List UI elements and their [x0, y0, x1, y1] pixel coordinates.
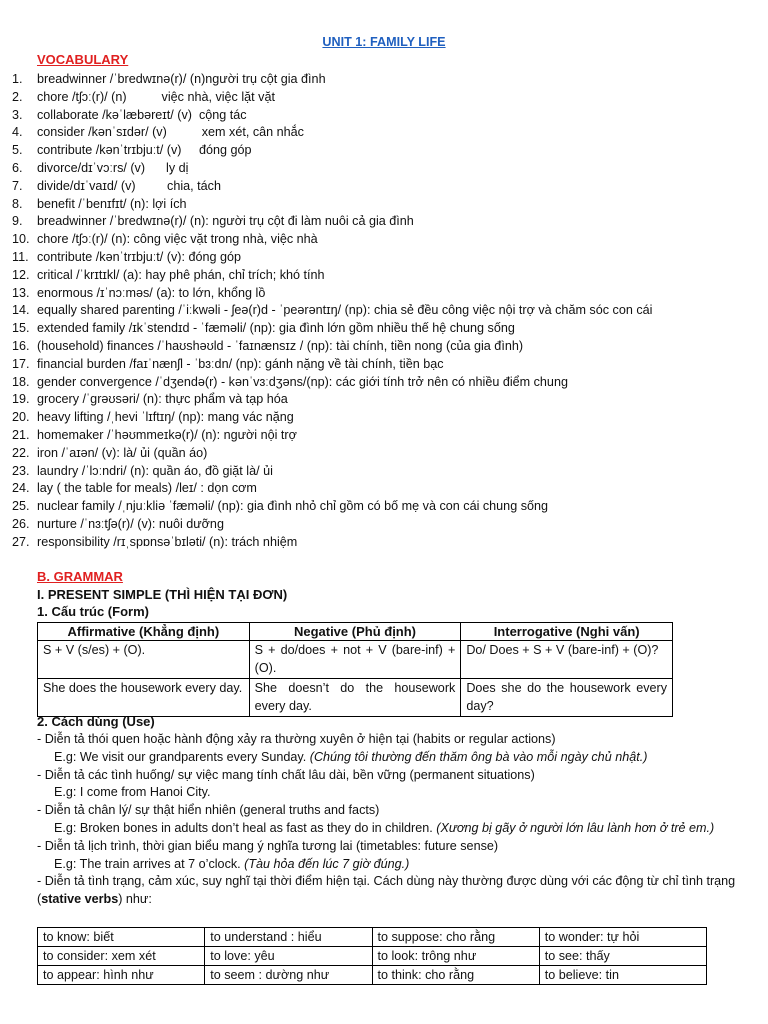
present-simple-heading: I. PRESENT SIMPLE (THÌ HIỆN TẠI ĐƠN) — [37, 587, 288, 602]
use-item: - Diễn tả lịch trình, thời gian biểu mang ý nghĩa tương lai (timetables: future sense) — [37, 838, 499, 853]
table-cell: to wonder: tự hỏi — [539, 928, 706, 947]
use-text: ) như: — [118, 892, 152, 907]
vocab-number: 14. — [12, 303, 30, 318]
use-heading: 2. Cách dùng (Use) — [37, 714, 155, 729]
vocab-item — [0, 409, 768, 427]
negative-header: Negative (Phủ định) — [249, 623, 461, 641]
table-cell: to see: thấy — [539, 947, 706, 966]
vocab-entry: divorce/dɪˈvɔːrs/ (v) ly dị — [37, 160, 189, 175]
vocab-entry: chore /tʃɔː(r)/ (n) việc nhà, việc lặt vặt — [37, 89, 275, 104]
form-table-header-row — [38, 623, 673, 641]
vocab-number: 16. — [12, 338, 30, 353]
table-cell: S + do/does + not + V (bare-inf) + (O). — [249, 641, 461, 679]
vocab-item — [0, 89, 768, 107]
vocab-entry: nuclear family /ˌnjuːkliə ˈfæməli/ (np): gia đình nhỏ chỉ gồm có bố mẹ và con cái chung sống — [37, 499, 548, 514]
vocab-entry: nurture /ˈnɜːtʃə(r)/ (v): nuôi dưỡng — [37, 516, 224, 531]
vocab-item — [0, 196, 768, 214]
vocab-number: 2. — [12, 89, 23, 104]
table-cell: to know: biết — [38, 928, 205, 947]
vocab-entry: breadwinner /ˈbredwɪnə(r)/ (n): người trụ cột đi làm nuôi cả gia đình — [37, 214, 414, 229]
vocab-number: 27. — [12, 534, 30, 549]
interrogative-header: Interrogative (Nghi vấn) — [461, 623, 673, 641]
use-item: - Diễn tả chân lý/ sự thật hiển nhiên (general truths and facts) — [37, 803, 380, 818]
vocab-number: 21. — [12, 427, 30, 442]
example — [37, 820, 765, 838]
use-item — [37, 873, 765, 909]
vocab-entry: breadwinner /ˈbredwɪnə(r)/ (n)người trụ cột gia đình — [37, 72, 326, 86]
vocab-entry: enormous /ɪˈnɔːməs/ (a): to lớn, khổng lồ — [37, 285, 266, 300]
vocab-item — [0, 480, 768, 498]
vocab-number: 6. — [12, 160, 23, 175]
vocab-item — [0, 320, 768, 338]
vocab-item — [0, 160, 768, 178]
vocab-number: 15. — [12, 321, 30, 336]
vocab-number: 17. — [12, 356, 30, 371]
example — [37, 856, 765, 874]
example: E.g: I come from Hanoi City. — [54, 785, 211, 800]
vocab-item — [0, 516, 768, 534]
table-cell: to appear: hình như — [38, 966, 205, 985]
table-cell: to look: trông như — [372, 947, 539, 966]
stative-verbs-term: stative verbs — [41, 892, 119, 907]
use-text: - Diễn tả tình trạng, cảm xúc, suy nghĩ tại thời điểm hiện tại. Cách dùng này thường được dùng với các động từ chỉ tình trạng ( — [37, 874, 736, 907]
vocab-item — [0, 374, 768, 392]
use-section — [37, 731, 765, 909]
table-cell: Does she do the housework every day? — [461, 679, 673, 717]
table-cell: to think: cho rằng — [372, 966, 539, 985]
vocab-entry: benefit /ˈbenɪfɪt/ (n): lợi ích — [37, 196, 187, 211]
vocab-number: 10. — [12, 232, 30, 247]
grammar-heading: B. GRAMMAR — [37, 569, 123, 584]
vocab-item — [0, 178, 768, 196]
form-heading: 1. Cấu trúc (Form) — [37, 604, 149, 619]
table-cell: to believe: tin — [539, 966, 706, 985]
vocab-entry: chore /tʃɔː(r)/ (n): công việc vặt trong nhà, việc nhà — [37, 232, 318, 247]
vocab-entry: consider /kənˈsɪdər/ (v) xem xét, cân nhắc — [37, 125, 304, 140]
vocab-item — [0, 338, 768, 356]
vocab-item — [0, 356, 768, 374]
vocab-item — [0, 302, 768, 320]
vocab-entry: grocery /ˈɡrəʊsəri/ (n): thực phẩm và tạp hóa — [37, 392, 288, 407]
use-item: - Diễn tả các tình huống/ sự việc mang tính chất lâu dài, bền vững (permanent situations) — [37, 767, 535, 782]
vocab-item — [0, 498, 768, 516]
vocab-number: 20. — [12, 410, 30, 425]
vocab-item — [0, 463, 768, 481]
vocab-entry: lay ( the table for meals) /leɪ/ : dọn cơm — [37, 481, 257, 496]
vocab-entry: homemaker /ˈhəʊmmeɪkə(r)/ (n): người nội trợ — [37, 427, 297, 442]
example-translation: (Chúng tôi thường đến thăm ông bà vào mỗi ngày chủ nhật.) — [309, 749, 648, 764]
vocab-entry: (household) finances /ˈhaʊshəʊld - ˈfaɪnænsɪz / (np): tài chính, tiền nong (của gia đình) — [37, 338, 524, 353]
example — [37, 749, 765, 767]
vocab-number: 18. — [12, 374, 30, 389]
table-cell: to understand : hiểu — [205, 928, 372, 947]
vocab-item — [0, 445, 768, 463]
vocab-number: 7. — [12, 178, 23, 193]
form-table — [37, 622, 673, 717]
vocab-item — [0, 427, 768, 445]
table-cell: to suppose: cho rằng — [372, 928, 539, 947]
table-row — [38, 928, 707, 947]
vocab-number: 22. — [12, 445, 30, 460]
vocab-entry: laundry /ˈlɔːndri/ (n): quần áo, đồ giặt là/ ủi — [37, 463, 273, 478]
vocab-entry: contribute /kənˈtrɪbjuːt/ (v): đóng góp — [37, 249, 241, 264]
example-text: E.g: The train arrives at 7 o’clock. — [54, 856, 245, 871]
vocab-entry: collaborate /kəˈlæbəreɪt/ (v) cộng tác — [37, 107, 247, 122]
table-cell: to love: yêu — [205, 947, 372, 966]
vocab-entry: equally shared parenting /ˈiːkwəli - ʃeə(r)d - ˈpeərəntɪŋ/ (np): chia sẻ đều công việc nội trợ và chăm sóc con cái — [37, 303, 653, 318]
vocab-number: 13. — [12, 285, 30, 300]
vocab-entry: divide/dɪˈvaɪd/ (v) chia, tách — [37, 178, 221, 193]
vocab-entry: contribute /kənˈtrɪbjuːt/ (v) đóng góp — [37, 143, 252, 158]
vocab-item — [0, 71, 768, 89]
vocab-number: 24. — [12, 481, 30, 496]
vocab-number: 1. — [12, 72, 23, 86]
vocab-entry: responsibility /rɪˌspɒnsəˈbɪləti/ (n): trách nhiệm — [37, 534, 298, 549]
vocabulary-heading: VOCABULARY — [37, 52, 129, 67]
vocab-item — [0, 142, 768, 160]
vocab-number: 5. — [12, 143, 23, 158]
example-translation: (Xương bị gãy ở người lớn lâu lành hơn ở trẻ em.) — [436, 820, 715, 835]
example-text: E.g: We visit our grandparents every Sunday. — [54, 749, 310, 764]
vocab-number: 23. — [12, 463, 30, 478]
vocab-number: 3. — [12, 107, 23, 122]
vocab-item — [0, 213, 768, 231]
vocab-number: 19. — [12, 392, 30, 407]
vocab-entry: financial burden /faɪˈnænʃl - ˈbɜːdn/ (np): gánh nặng về tài chính, tiền bạc — [37, 356, 444, 371]
vocab-number: 12. — [12, 267, 30, 282]
use-item: - Diễn tả thói quen hoặc hành động xảy ra thường xuyên ở hiện tại (habits or regular actions) — [37, 732, 556, 746]
vocab-entry: extended family /ɪkˈstendɪd - ˈfæməli/ (np): gia đình lớn gồm nhiều thế hệ chung sống — [37, 321, 515, 336]
affirmative-header: Affirmative (Khẳng định) — [38, 623, 250, 641]
table-row — [38, 641, 673, 679]
table-cell: to seem : dường như — [205, 966, 372, 985]
vocab-item — [0, 231, 768, 249]
vocab-number: 25. — [12, 499, 30, 514]
table-cell: She doesn’t do the housework every day. — [249, 679, 461, 717]
vocab-entry: heavy lifting /ˌhevi ˈlɪftɪŋ/ (np): mang vác nặng — [37, 410, 294, 425]
vocab-entry: gender convergence /ˈdʒendə(r) - kənˈvɜːdʒəns/(np): các giới tính trở nên có nhiều điểm chung — [37, 374, 568, 389]
vocab-item — [0, 267, 768, 285]
vocab-item — [0, 391, 768, 409]
vocabulary-list — [0, 71, 768, 552]
table-row — [38, 966, 707, 985]
vocab-number: 11. — [12, 249, 29, 264]
vocab-entry: iron /ˈaɪən/ (v): là/ ủi (quần áo) — [37, 445, 208, 460]
table-cell: She does the housework every day. — [38, 679, 250, 717]
page-title: UNIT 1: FAMILY LIFE — [322, 35, 446, 49]
vocab-item — [0, 107, 768, 125]
example-translation: (Tàu hỏa đến lúc 7 giờ đúng.) — [244, 856, 410, 871]
vocab-item — [0, 285, 768, 303]
example-text: E.g: Broken bones in adults don’t heal as fast as they do in children. — [54, 820, 437, 835]
vocab-item — [0, 124, 768, 142]
vocab-number: 8. — [12, 196, 23, 211]
vocab-item — [0, 249, 768, 267]
table-cell: S + V (s/es) + (O). — [38, 641, 250, 679]
table-cell: to consider: xem xét — [38, 947, 205, 966]
vocab-item — [0, 534, 768, 552]
table-row — [38, 947, 707, 966]
vocab-number: 26. — [12, 516, 30, 531]
vocab-entry: critical /ˈkrɪtɪkl/ (a): hay phê phán, chỉ trích; khó tính — [37, 267, 325, 282]
vocab-number: 4. — [12, 125, 23, 140]
table-cell: Do/ Does + S + V (bare-inf) + (O)? — [461, 641, 673, 679]
stative-verbs-table — [37, 927, 707, 985]
table-row — [38, 679, 673, 717]
vocab-number: 9. — [12, 214, 23, 229]
